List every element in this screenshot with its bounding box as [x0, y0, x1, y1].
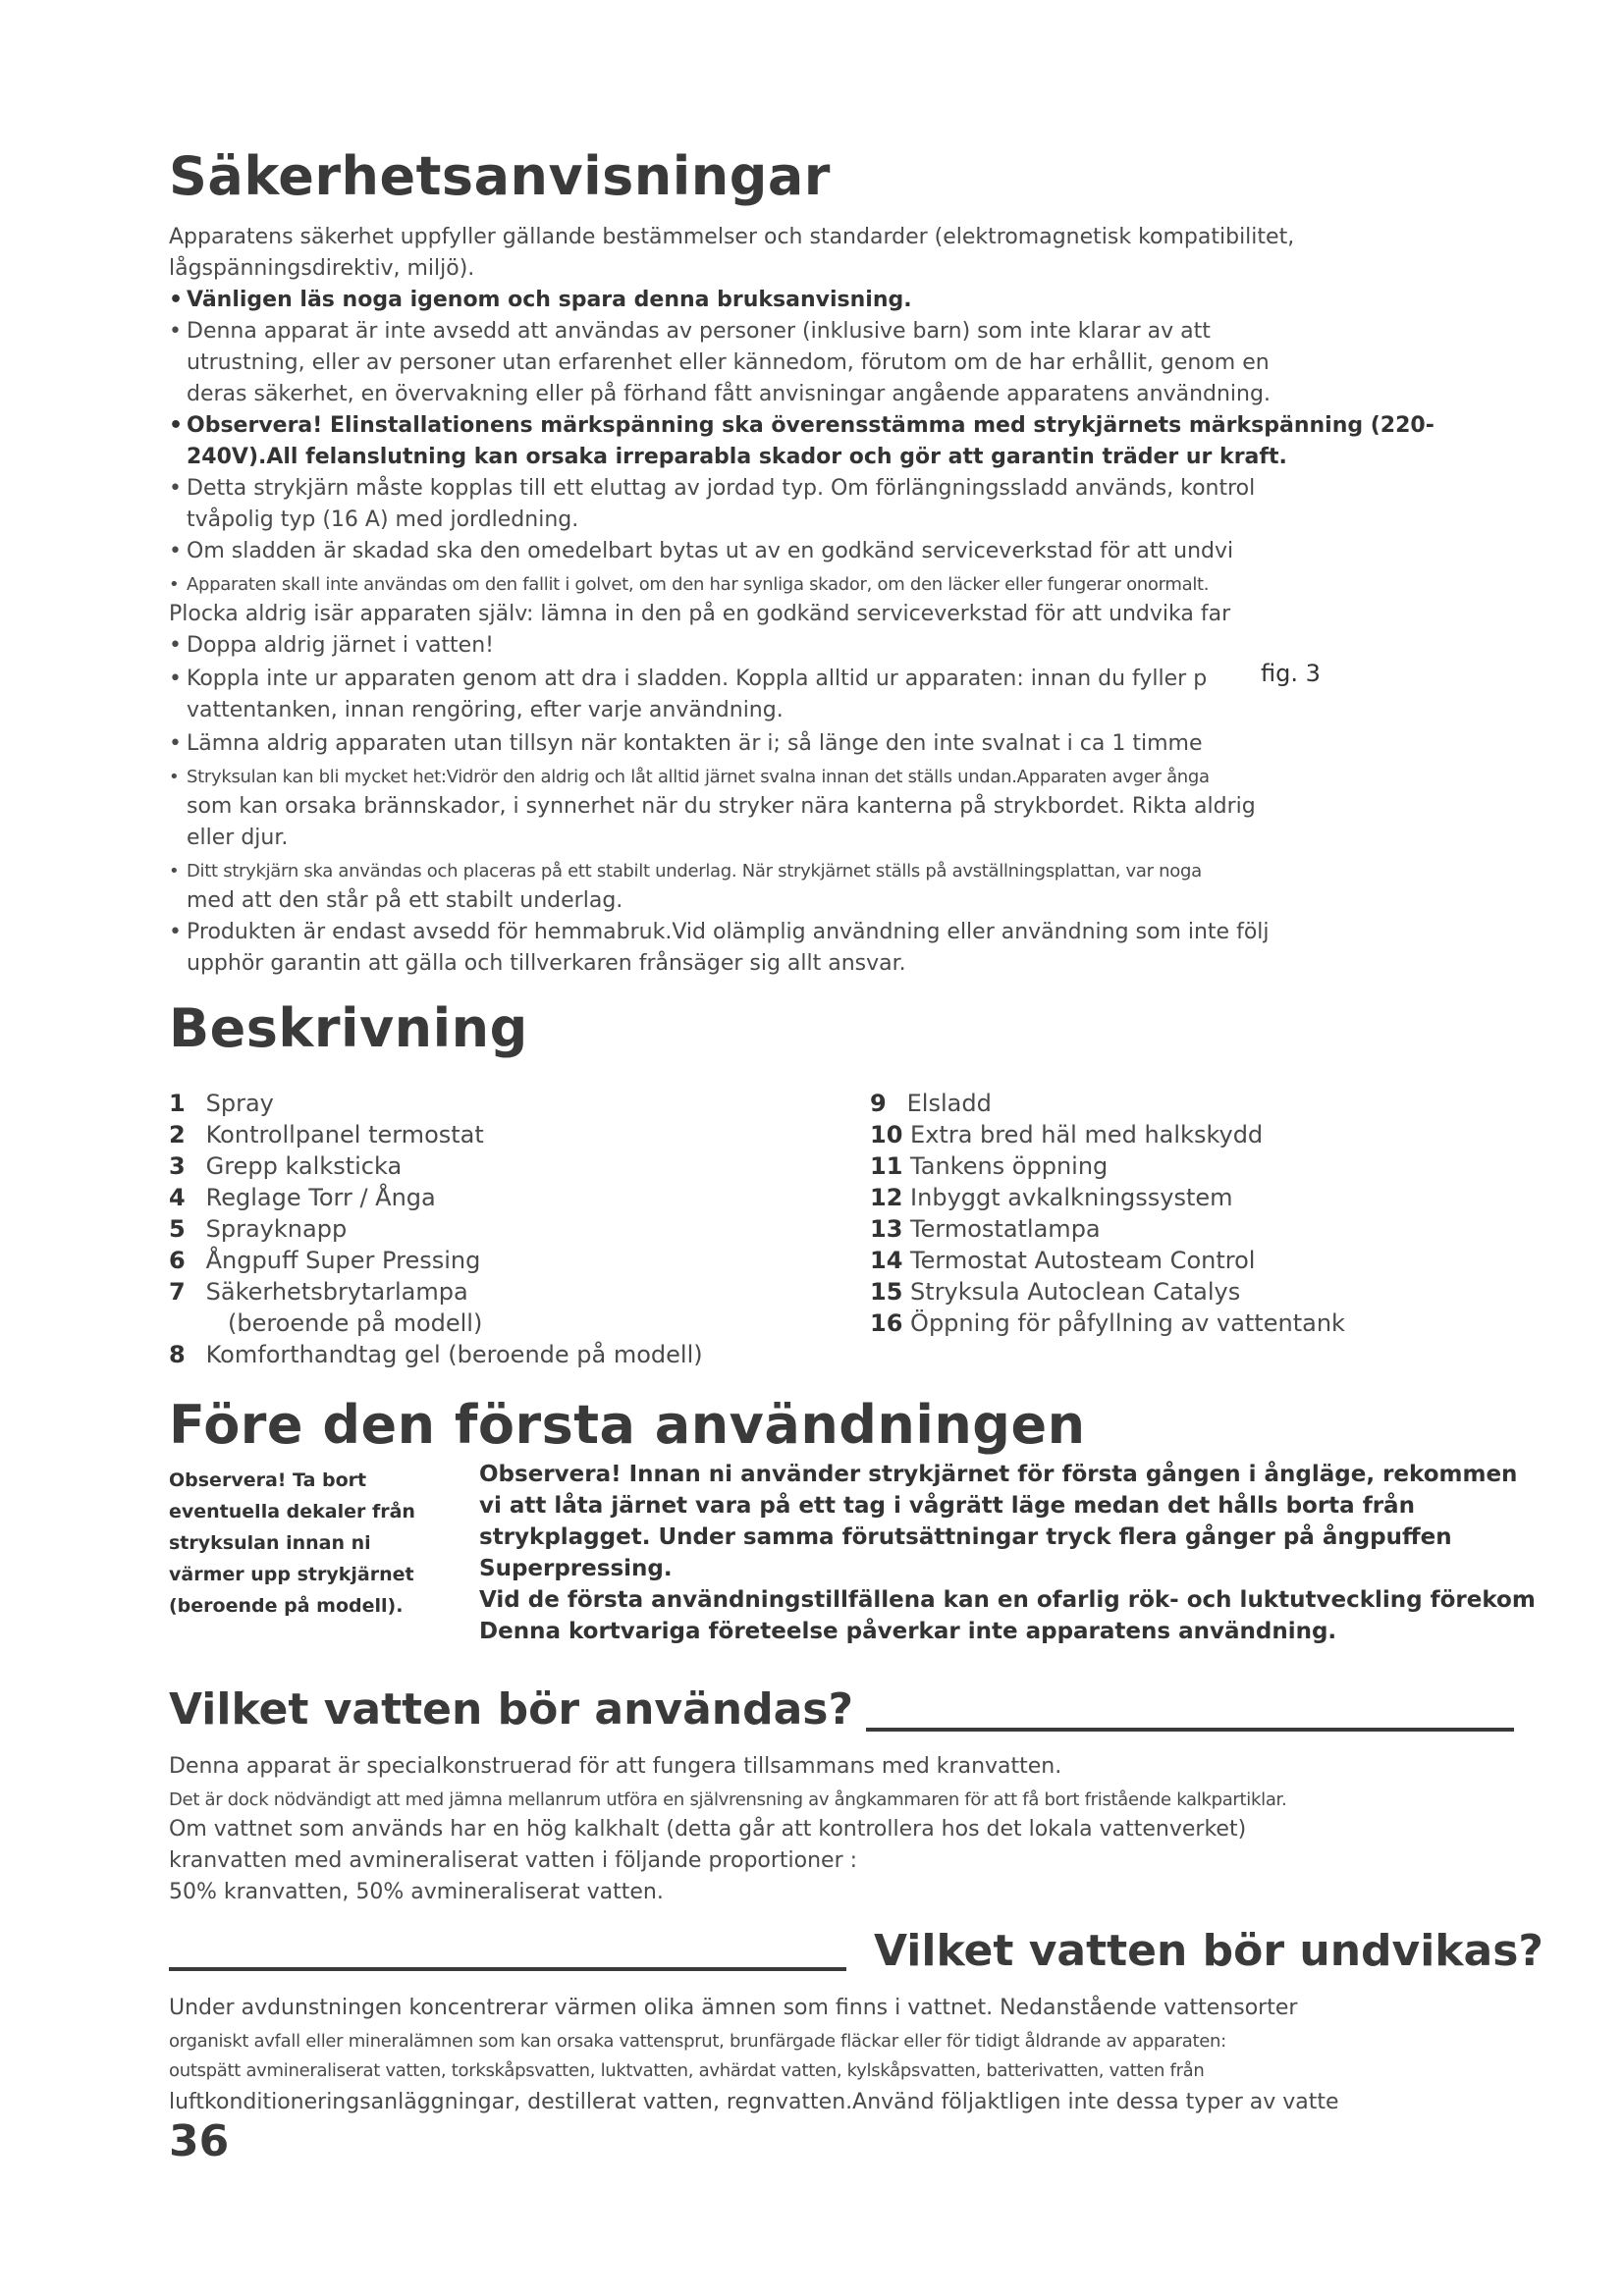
water-use-line: Denna apparat är specialkonstruerad för att fungera tillsammans med kranvatten. [169, 1754, 1062, 1779]
list-item-continuation: (beroende på modell) [228, 1309, 483, 1337]
water-avoid-heading: Vilket vatten bör undvikas? [874, 1926, 1543, 1976]
safety-bullet-stable-surface: • Ditt strykjärn ska användas och placeras på ett stabilt underlag. När strykjärnet ställs på avställningsplattan, var noga [169, 856, 1202, 887]
safety-bullet-hot-soleplate: • Stryksulan kan bli mycket het:Vidrör den aldrig och låt alltid järnet svalna innan det ställs undan.Apparaten avger ånga [169, 762, 1210, 793]
first-use-line: vi att låta järnet vara på ett tag i vågrätt läge medan det hålls borta från [479, 1493, 1415, 1519]
safety-bullet-hot-soleplate-cont: som kan orsaka brännskador, i synnerhet när du stryker nära kanterna på strykbordet. Rikta aldrig [187, 794, 1256, 819]
list-item: 15 Stryksula Autoclean Catalys [870, 1278, 1241, 1306]
first-use-line: strykplagget. Under samma förutsättningar tryck flera gånger på ångpuffen [479, 1524, 1452, 1550]
list-item: 9 Elsladd [870, 1090, 992, 1117]
safety-bullet-supervision: • Lämna aldrig apparaten utan tillsyn när kontakten är i; så länge den inte svalnat i ca 1 timme [169, 728, 1202, 760]
water-avoid-line: luftkonditioneringsanläggningar, destillerat vatten, regnvatten.Använd följaktligen inte dessa typer av vatte [169, 2090, 1339, 2114]
safety-bullet-household-use: • Produkten är endast avsedd för hemmabruk.Vid olämplig användning eller användning som inte följ [169, 917, 1270, 948]
safety-intro-line: Apparatens säkerhet uppfyller gällande bestämmelser och standarder (elektromagnetisk kompatibilitet, [169, 225, 1295, 249]
first-use-line: Superpressing. [479, 1556, 673, 1581]
water-avoid-line: Under avdunstningen koncentrerar värmen olika ämnen som finns i vattnet. Nedanstående vattensorter [169, 1996, 1298, 2020]
water-use-line: Om vattnet som används har en hög kalkhalt (detta går att kontrollera hos det lokala vattenverket) [169, 1817, 1247, 1842]
water-avoid-line: outspätt avmineraliserat vatten, torkskåpsvatten, luktvatten, avhärdat vatten, kylskåpsvatten, batterivatten, vatten från [169, 2060, 1205, 2081]
safety-bullet-dropped: • Apparaten skall inte användas om den fallit i golvet, om den har synliga skador, om den läcker eller fungerar onormalt. [169, 569, 1209, 601]
safety-heading: Säkerhetsanvisningar [169, 145, 831, 207]
manual-page [169, 0, 1583, 2296]
safety-line-disassemble: Plocka aldrig isär apparaten själv: lämna in den på en godkänd serviceverkstad för att undvika far [169, 602, 1231, 626]
water-use-heading: Vilket vatten bör användas? [169, 1684, 853, 1735]
water-use-line: kranvatten med avmineraliserat vatten i följande proportioner : [169, 1848, 858, 1873]
safety-bullet-grounded: • Detta strykjärn måste kopplas till ett eluttag av jordad typ. Om förlängningssladd används, kontrol [169, 473, 1255, 505]
safety-bullet-stable-surface-cont: med att den står på ett stabilt underlag. [187, 888, 623, 913]
description-list-right [870, 1088, 1345, 1339]
safety-bullet-grounded-cont: tvåpolig typ (16 A) med jordledning. [187, 507, 579, 532]
list-item: 8 Komforthandtag gel (beroende på modell) [169, 1341, 703, 1368]
list-item: 4 Reglage Torr / Ånga [169, 1184, 436, 1211]
list-item: 16 Öppning för påfyllning av vattentank [870, 1309, 1345, 1337]
safety-bullet-read-manual: • Vänligen läs noga igenom och spara denna bruksanvisning. [169, 285, 912, 316]
safety-bullet-unplug-cont: vattentanken, innan rengöring, efter varje användning. [187, 698, 784, 722]
first-use-line: Denna kortvariga företeelse påverkar inte apparatens användning. [479, 1619, 1337, 1644]
list-item: 7 Säkerhetsbrytarlampa [169, 1278, 468, 1306]
safety-bullet-persons-cont: deras säkerhet, en övervakning eller på förhand fått anvisningar angående apparatens användning. [187, 382, 1271, 406]
list-item: 3 Grepp kalksticka [169, 1152, 403, 1180]
first-use-heading: Före den första användningen [169, 1394, 1086, 1456]
water-avoid-line: organiskt avfall eller mineralämnen som kan orsaka vattensprut, brunfärgade fläckar eller för tidigt åldrande av apparaten: [169, 2031, 1226, 2052]
sidenote-line: stryksulan innan ni [169, 1532, 371, 1554]
list-item: 12 Inbyggt avkalkningssystem [870, 1184, 1233, 1211]
safety-bullet-unplug: • Koppla inte ur apparaten genom att dra i sladden. Koppla alltid ur apparaten: innan du fyller p [169, 664, 1207, 695]
figure-label: fig. 3 [1257, 660, 1325, 687]
safety-bullet-household-use-cont: upphör garantin att gälla och tillverkaren frånsäger sig allt ansvar. [187, 951, 906, 976]
first-use-line: Observera! Innan ni använder strykjärnet för första gången i ångläge, rekommen [479, 1462, 1518, 1487]
first-use-sidenote [169, 1465, 463, 1622]
page-number: 36 [169, 2116, 230, 2166]
first-use-body [479, 1459, 1536, 1647]
safety-intro-line: lågspänningsdirektiv, miljö). [169, 256, 475, 281]
safety-bullet-cord-damaged: • Om sladden är skadad ska den omedelbart bytas ut av en godkänd serviceverkstad för att undvi [169, 536, 1233, 567]
safety-bullet-voltage: • Observera! Elinstallationens märkspänning ska överensstämma med strykjärnets märkspänning (220- [169, 410, 1435, 442]
safety-bullet-hot-soleplate-cont: eller djur. [187, 826, 289, 850]
sidenote-line: Observera! Ta bort [169, 1469, 367, 1491]
sidenote-line: eventuella dekaler från [169, 1501, 415, 1522]
heading-rule [169, 1967, 846, 1971]
list-item: 1 Spray [169, 1090, 274, 1117]
description-heading: Beskrivning [169, 997, 528, 1059]
list-item: 11 Tankens öppning [870, 1152, 1109, 1180]
safety-bullet-persons-cont: utrustning, eller av personer utan erfarenhet eller kännedom, förutom om de har erhållit, genom en [187, 350, 1270, 375]
safety-bullet-voltage-cont: 240V).All felanslutning kan orsaka irreparabla skador och gör att garantin träder ur kraft. [187, 445, 1287, 469]
list-item: 10 Extra bred häl med halkskydd [870, 1121, 1264, 1148]
safety-bullet-persons: • Denna apparat är inte avsedd att användas av personer (inklusive barn) som inte klarar av att [169, 316, 1211, 347]
sidenote-line: (beroende på modell). [169, 1595, 404, 1617]
heading-rule [866, 1728, 1514, 1732]
sidenote-line: värmer upp strykjärnet [169, 1564, 414, 1585]
water-use-line: Det är dock nödvändigt att med jämna mellanrum utföra en självrensning av ångkammaren för att få bort fristående kalkpartiklar. [169, 1789, 1287, 1810]
description-list-left [169, 1088, 703, 1370]
water-use-line: 50% kranvatten, 50% avmineraliserat vatten. [169, 1880, 664, 1904]
list-item: 13 Termostatlampa [870, 1215, 1101, 1243]
list-item: 5 Sprayknapp [169, 1215, 348, 1243]
safety-bullet-water: • Doppa aldrig järnet i vatten! [169, 630, 494, 662]
list-item: 6 Ångpuff Super Pressing [169, 1247, 481, 1274]
list-item: 14 Termostat Autosteam Control [870, 1247, 1256, 1274]
list-item: 2 Kontrollpanel termostat [169, 1121, 484, 1148]
first-use-line: Vid de första användningstillfällena kan en ofarlig rök- och luktutveckling förekom [479, 1587, 1536, 1613]
